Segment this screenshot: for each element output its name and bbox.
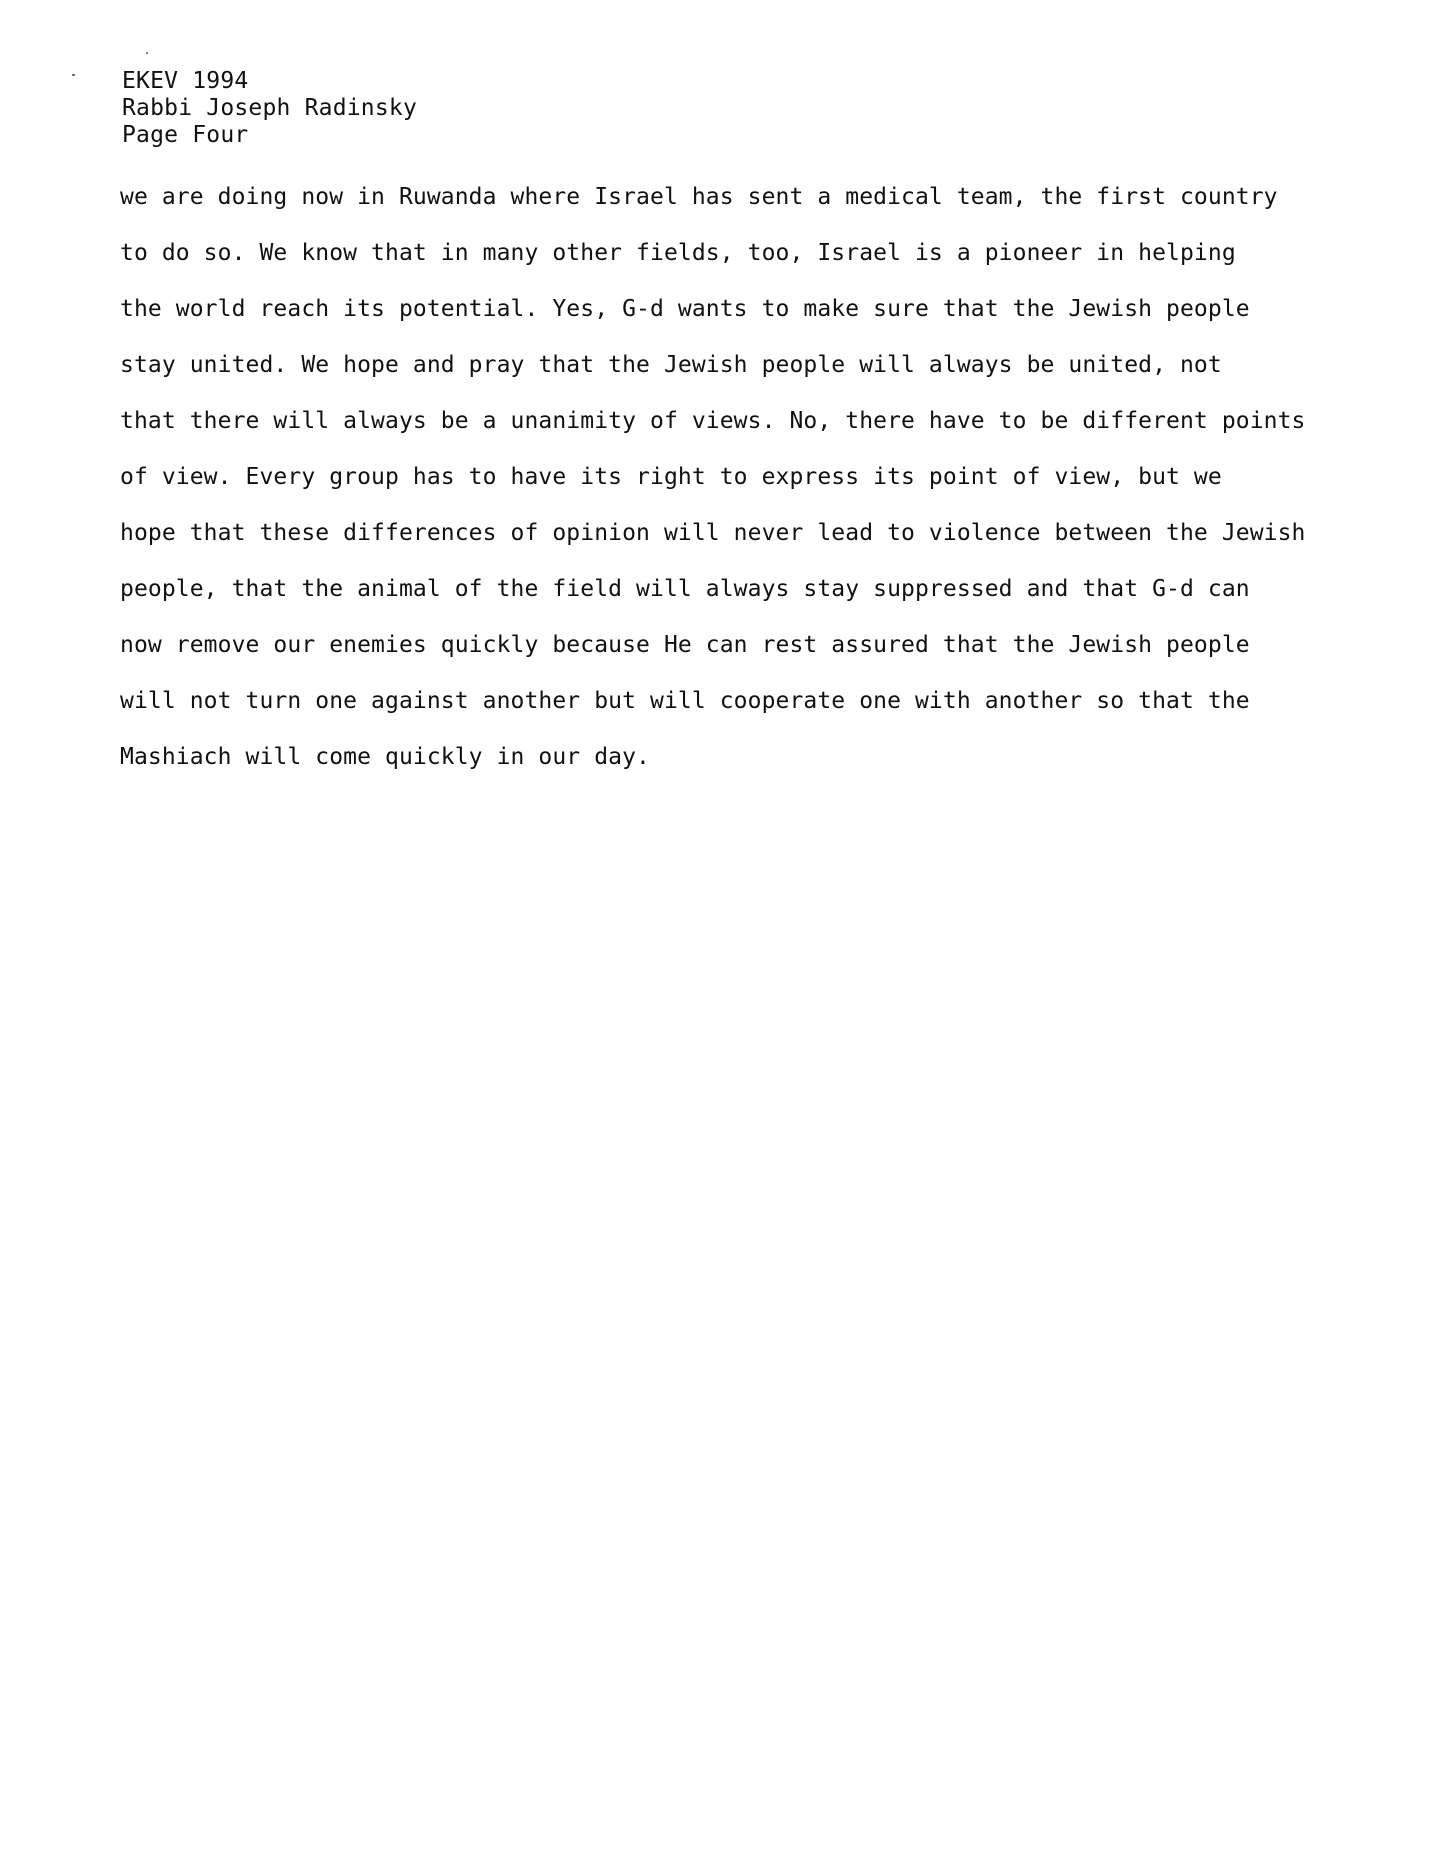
body-line: the world reach its potential. Yes, G-d wants to make sure that the Jewish people (120, 296, 1250, 322)
header-author: Rabbi Joseph Radinsky (122, 95, 417, 121)
scan-speck (72, 74, 75, 76)
scan-speck (146, 52, 148, 54)
body-line: now remove our enemies quickly because He can rest assured that the Jewish people (120, 632, 1250, 658)
body-line: that there will always be a unanimity of views. No, there have to be different points (120, 408, 1306, 434)
body-line: we are doing now in Ruwanda where Israel has sent a medical team, the first country (120, 184, 1278, 210)
body-line: people, that the animal of the field will always stay suppressed and that G-d can (120, 576, 1250, 602)
body-line: hope that these differences of opinion will never lead to violence between the Jewish (120, 520, 1306, 546)
body-line: to do so. We know that in many other fields, too, Israel is a pioneer in helping (120, 240, 1236, 266)
document-body (120, 180, 1306, 796)
document-header (122, 68, 417, 149)
header-title: EKEV 1994 (122, 68, 249, 94)
header-page-number: Page Four (122, 122, 249, 148)
body-line: Mashiach will come quickly in our day. (120, 744, 650, 770)
body-line: stay united. We hope and pray that the Jewish people will always be united, not (120, 352, 1222, 378)
body-line: will not turn one against another but will cooperate one with another so that the (120, 688, 1250, 714)
body-line: of view. Every group has to have its right to express its point of view, but we (120, 464, 1222, 490)
